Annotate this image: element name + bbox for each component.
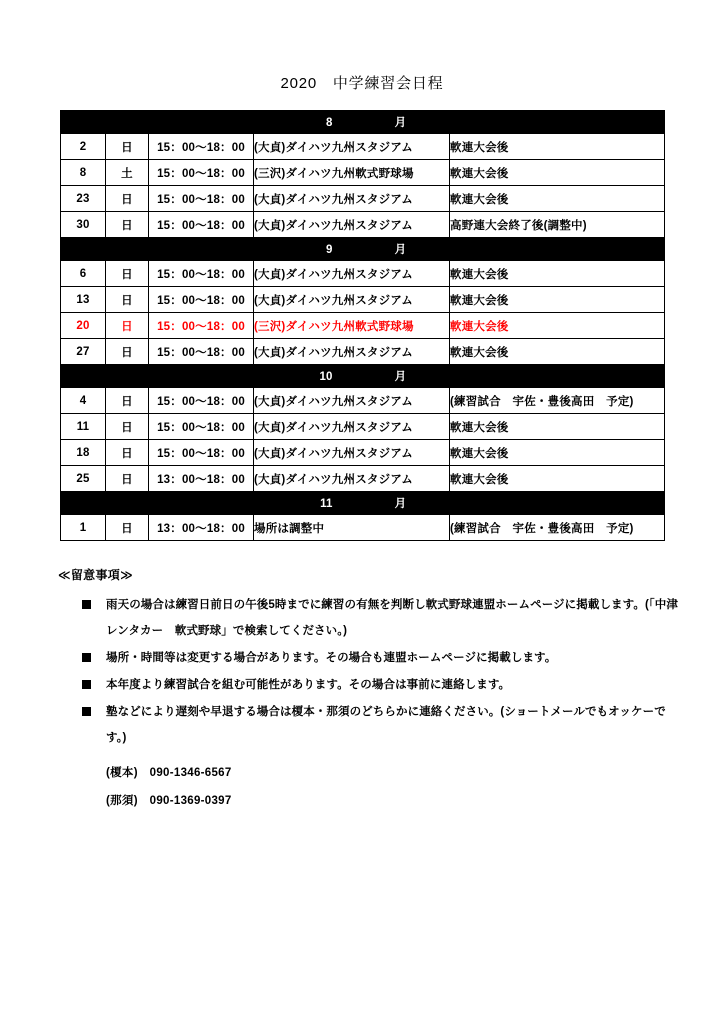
schedule-weekday: 日 xyxy=(106,414,149,440)
schedule-note: 軟連大会後 xyxy=(450,186,665,212)
schedule-venue: (大貞)ダイハツ九州スタジアム xyxy=(254,287,450,313)
schedule-note: 軟連大会後 xyxy=(450,414,665,440)
schedule-table-container xyxy=(60,110,664,541)
schedule-time: 15：00～18：00 xyxy=(149,440,254,466)
month-header-row xyxy=(61,365,665,388)
schedule-date: 23 xyxy=(61,186,106,212)
table-row xyxy=(61,339,665,365)
schedule-venue: (大貞)ダイハツ九州スタジアム xyxy=(254,261,450,287)
table-row xyxy=(61,440,665,466)
schedule-weekday: 日 xyxy=(106,440,149,466)
schedule-note: 軟連大会後 xyxy=(450,160,665,186)
note-item xyxy=(58,672,678,698)
schedule-weekday: 日 xyxy=(106,339,149,365)
month-suffix: 月 xyxy=(394,117,407,129)
table-row xyxy=(61,212,665,238)
schedule-date: 2 xyxy=(61,134,106,160)
month-number: 8 xyxy=(326,117,333,129)
table-row xyxy=(61,388,665,414)
schedule-time: 13：00～18：00 xyxy=(149,466,254,492)
schedule-weekday: 日 xyxy=(106,212,149,238)
schedule-weekday: 日 xyxy=(106,261,149,287)
schedule-time: 15：00～18：00 xyxy=(149,339,254,365)
square-bullet-icon xyxy=(82,680,91,689)
schedule-date: 6 xyxy=(61,261,106,287)
schedule-venue: (大貞)ダイハツ九州スタジアム xyxy=(254,134,450,160)
schedule-venue: 場所は調整中 xyxy=(254,515,450,541)
schedule-note: (練習試合 宇佐・豊後高田 予定) xyxy=(450,388,665,414)
schedule-date: 4 xyxy=(61,388,106,414)
page-title: 2020 中学練習会日程 xyxy=(280,75,444,92)
month-header-cell xyxy=(61,492,665,515)
schedule-note: 軟連大会後 xyxy=(450,261,665,287)
notes-section xyxy=(58,566,678,815)
contact-list xyxy=(58,759,678,815)
schedule-date: 11 xyxy=(61,414,106,440)
table-row xyxy=(61,160,665,186)
square-bullet-icon xyxy=(82,707,91,716)
schedule-time: 15：00～18：00 xyxy=(149,186,254,212)
note-item xyxy=(58,699,678,751)
schedule-date: 27 xyxy=(61,339,106,365)
contact-phone: (榎本) 090-1346-6567 xyxy=(106,767,232,779)
note-text: 場所・時間等は変更する場合があります。その場合も連盟ホームページに掲載します。 xyxy=(106,652,557,664)
schedule-date: 20 xyxy=(61,313,106,339)
month-header-cell xyxy=(61,111,665,134)
table-row xyxy=(61,515,665,541)
table-row xyxy=(61,287,665,313)
schedule-time: 13：00～18：00 xyxy=(149,515,254,541)
schedule-time: 15：00～18：00 xyxy=(149,388,254,414)
schedule-note: 軟連大会後 xyxy=(450,134,665,160)
month-suffix: 月 xyxy=(394,371,407,383)
schedule-venue: (大貞)ダイハツ九州スタジアム xyxy=(254,212,450,238)
schedule-weekday: 日 xyxy=(106,466,149,492)
schedule-note: 高野連大会終了後(調整中) xyxy=(450,212,665,238)
schedule-venue: (三沢)ダイハツ九州軟式野球場 xyxy=(254,313,450,339)
schedule-note: 軟連大会後 xyxy=(450,313,665,339)
practice-schedule-table xyxy=(60,110,665,541)
schedule-time: 15：00～18：00 xyxy=(149,134,254,160)
schedule-venue: (大貞)ダイハツ九州スタジアム xyxy=(254,440,450,466)
month-header-row xyxy=(61,238,665,261)
table-row xyxy=(61,466,665,492)
schedule-date: 8 xyxy=(61,160,106,186)
note-item xyxy=(58,592,678,644)
schedule-date: 13 xyxy=(61,287,106,313)
month-header-cell xyxy=(61,365,665,388)
note-text: 本年度より練習試合を組む可能性があります。その場合は事前に連絡します。 xyxy=(106,679,511,691)
table-row xyxy=(61,313,665,339)
schedule-weekday: 日 xyxy=(106,313,149,339)
schedule-weekday: 日 xyxy=(106,515,149,541)
schedule-venue: (大貞)ダイハツ九州スタジアム xyxy=(254,339,450,365)
month-number: 9 xyxy=(326,244,333,256)
table-row xyxy=(61,261,665,287)
schedule-note: 軟連大会後 xyxy=(450,339,665,365)
schedule-venue: (大貞)ダイハツ九州スタジアム xyxy=(254,186,450,212)
schedule-note: 軟連大会後 xyxy=(450,466,665,492)
schedule-time: 15：00～18：00 xyxy=(149,160,254,186)
schedule-weekday: 日 xyxy=(106,186,149,212)
schedule-weekday: 日 xyxy=(106,287,149,313)
month-number: 10 xyxy=(319,371,333,383)
note-text: 雨天の場合は練習日前日の午後5時までに練習の有無を判断し軟式野球連盟ホームページに掲載します。(「中津レンタカー 軟式野球」で検索してください。) xyxy=(106,599,678,637)
month-suffix: 月 xyxy=(394,244,407,256)
notes-heading: ≪留意事項≫ xyxy=(58,568,133,582)
note-text: 塾などにより遅刻や早退する場合は榎本・那須のどちらかに連絡ください。(ショートメールでもオッケーです。) xyxy=(106,706,666,744)
schedule-time: 15：00～18：00 xyxy=(149,212,254,238)
schedule-venue: (大貞)ダイハツ九州スタジアム xyxy=(254,466,450,492)
table-row xyxy=(61,414,665,440)
schedule-weekday: 日 xyxy=(106,388,149,414)
schedule-note: 軟連大会後 xyxy=(450,440,665,466)
contact-phone: (那須) 090-1369-0397 xyxy=(106,795,232,807)
schedule-time: 15：00～18：00 xyxy=(149,414,254,440)
schedule-venue: (大貞)ダイハツ九州スタジアム xyxy=(254,388,450,414)
month-header-row xyxy=(61,492,665,515)
schedule-date: 25 xyxy=(61,466,106,492)
schedule-note: (練習試合 宇佐・豊後高田 予定) xyxy=(450,515,665,541)
schedule-date: 18 xyxy=(61,440,106,466)
table-row xyxy=(61,186,665,212)
schedule-note: 軟連大会後 xyxy=(450,287,665,313)
schedule-venue: (大貞)ダイハツ九州スタジアム xyxy=(254,414,450,440)
square-bullet-icon xyxy=(82,600,91,609)
schedule-time: 15：00～18：00 xyxy=(149,287,254,313)
month-suffix: 月 xyxy=(394,498,407,510)
note-item xyxy=(58,645,678,671)
month-header-cell xyxy=(61,238,665,261)
notes-list xyxy=(58,592,678,751)
table-row xyxy=(61,134,665,160)
square-bullet-icon xyxy=(82,653,91,662)
schedule-date: 30 xyxy=(61,212,106,238)
schedule-weekday: 日 xyxy=(106,134,149,160)
month-number: 11 xyxy=(320,498,333,510)
month-header-row xyxy=(61,111,665,134)
schedule-time: 15：00～18：00 xyxy=(149,261,254,287)
schedule-weekday: 土 xyxy=(106,160,149,186)
schedule-time: 15：00～18：00 xyxy=(149,313,254,339)
schedule-date: 1 xyxy=(61,515,106,541)
schedule-venue: (三沢)ダイハツ九州軟式野球場 xyxy=(254,160,450,186)
